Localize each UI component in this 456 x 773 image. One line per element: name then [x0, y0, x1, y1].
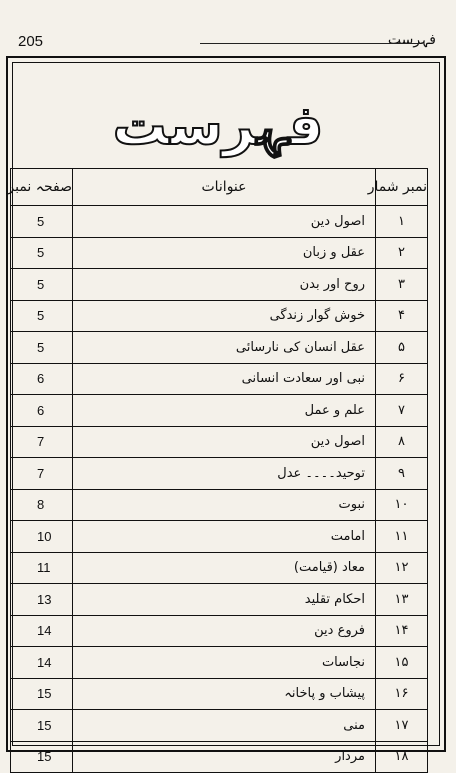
row-title: معاد (قیامت) [73, 552, 376, 584]
row-title: نجاسات [73, 647, 376, 679]
row-title: عقل انسان کی نارسائی [73, 332, 376, 364]
row-serial-number: ۳ [376, 269, 428, 301]
row-serial-number: ۹ [376, 458, 428, 490]
row-title: پیشاب و پاخانہ [73, 678, 376, 710]
row-page-number: 6 [11, 363, 73, 395]
table-row [11, 332, 428, 364]
row-page-number: 15 [11, 710, 73, 742]
row-serial-number: ۱۰ [376, 489, 428, 521]
row-title: نبوت [73, 489, 376, 521]
row-serial-number: ۱۴ [376, 615, 428, 647]
table-row [11, 206, 428, 238]
header-titles: عنوانات [73, 169, 376, 206]
table-row [11, 458, 428, 490]
table-row [11, 300, 428, 332]
row-page-number: 15 [11, 741, 73, 773]
contents-table [7, 168, 428, 773]
row-serial-number: ۸ [376, 426, 428, 458]
row-page-number: 5 [11, 332, 73, 364]
row-serial-number: ۲ [376, 237, 428, 269]
row-serial-number: ۱۵ [376, 647, 428, 679]
row-title: خوش گوار زندگی [73, 300, 376, 332]
row-page-number: 5 [11, 237, 73, 269]
row-page-number: 7 [11, 426, 73, 458]
table-row [11, 552, 428, 584]
row-page-number: 11 [11, 552, 73, 584]
row-page-number: 5 [11, 206, 73, 238]
row-title: اصول دین [73, 206, 376, 238]
row-serial-number: ۱ [376, 206, 428, 238]
row-title: منی [73, 710, 376, 742]
row-page-number: 6 [11, 395, 73, 427]
header-serial-number: نمبر شمار [376, 169, 428, 206]
table-row [11, 395, 428, 427]
row-title: احکام تقلید [73, 584, 376, 616]
table-row [11, 584, 428, 616]
title-banner [68, 80, 368, 170]
row-title: مردار [73, 741, 376, 773]
row-serial-number: ۱۲ [376, 552, 428, 584]
row-title: توحید۔۔۔۔ عدل [73, 458, 376, 490]
row-serial-number: ۱۶ [376, 678, 428, 710]
contents-table-body [11, 206, 428, 773]
row-title: اصول دین [73, 426, 376, 458]
table-row [11, 647, 428, 679]
row-title: روح اور بدن [73, 269, 376, 301]
row-serial-number: ۱۱ [376, 521, 428, 553]
row-title: نبی اور سعادت انسانی [73, 363, 376, 395]
row-title: عقل و زبان [73, 237, 376, 269]
row-page-number: 5 [11, 300, 73, 332]
row-serial-number: ۵ [376, 332, 428, 364]
row-title: امامت [73, 521, 376, 553]
table-row [11, 521, 428, 553]
header-rule [200, 43, 420, 44]
page-number: 205 [18, 33, 44, 50]
table-row [11, 363, 428, 395]
table-row [11, 489, 428, 521]
running-header: فہرست [387, 32, 436, 48]
table-row [11, 615, 428, 647]
row-title: فروع دین [73, 615, 376, 647]
row-page-number: 13 [11, 584, 73, 616]
row-page-number: 15 [11, 678, 73, 710]
row-page-number: 8 [11, 489, 73, 521]
table-row [11, 710, 428, 742]
table-row [11, 269, 428, 301]
row-title: علم و عمل [73, 395, 376, 427]
row-page-number: 14 [11, 615, 73, 647]
row-serial-number: ۷ [376, 395, 428, 427]
row-page-number: 7 [11, 458, 73, 490]
row-serial-number: ۱۷ [376, 710, 428, 742]
row-serial-number: ۴ [376, 300, 428, 332]
table-row [11, 678, 428, 710]
row-serial-number: ۱۸ [376, 741, 428, 773]
page-title: فہرست [112, 93, 324, 157]
table-header-row [11, 169, 428, 206]
row-page-number: 10 [11, 521, 73, 553]
table-row [11, 426, 428, 458]
header-page-number: صفحہ نمبر [11, 169, 73, 206]
row-serial-number: ۱۳ [376, 584, 428, 616]
row-serial-number: ۶ [376, 363, 428, 395]
row-page-number: 14 [11, 647, 73, 679]
row-page-number: 5 [11, 269, 73, 301]
table-row [11, 237, 428, 269]
table-row [11, 741, 428, 773]
